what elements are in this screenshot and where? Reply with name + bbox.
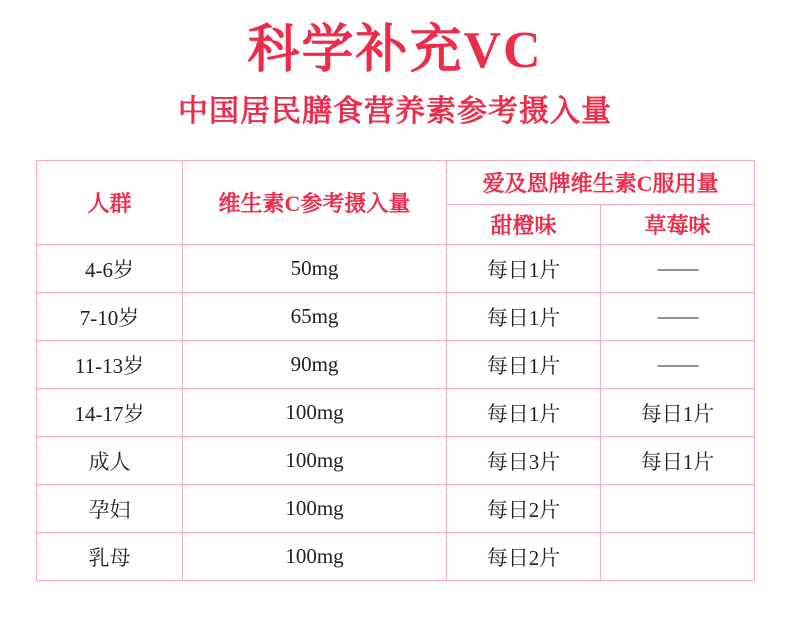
table-head: [37, 161, 755, 245]
header-intake: 维生素C参考摄入量: [183, 161, 447, 245]
cell-strawberry: 每日1片: [601, 437, 755, 485]
cell-group: 孕妇: [37, 485, 183, 533]
cell-group: 7-10岁: [37, 293, 183, 341]
cell-intake: 100mg: [183, 437, 447, 485]
intake-table: [36, 160, 755, 581]
cell-orange: 每日2片: [447, 533, 601, 581]
cell-group: 成人: [37, 437, 183, 485]
table-row: [37, 341, 755, 389]
cell-group: 乳母: [37, 533, 183, 581]
cell-intake: 50mg: [183, 245, 447, 293]
cell-orange: 每日1片: [447, 341, 601, 389]
table-row: [37, 245, 755, 293]
cell-intake: 100mg: [183, 533, 447, 581]
cell-intake: 90mg: [183, 341, 447, 389]
table-header-row-1: [37, 161, 755, 205]
table-row: [37, 437, 755, 485]
cell-intake: 65mg: [183, 293, 447, 341]
cell-strawberry: [601, 485, 755, 533]
cell-group: 14-17岁: [37, 389, 183, 437]
cell-intake: 100mg: [183, 485, 447, 533]
cell-orange: 每日1片: [447, 389, 601, 437]
header-flavor-orange: 甜橙味: [447, 205, 601, 245]
cell-strawberry: ——: [601, 245, 755, 293]
header-group: 人群: [37, 161, 183, 245]
cell-group: 11-13岁: [37, 341, 183, 389]
table-body: [37, 245, 755, 581]
header-brand-dosage: 爱及恩牌维生素C服用量: [447, 161, 755, 205]
cell-orange: 每日1片: [447, 293, 601, 341]
cell-orange: 每日3片: [447, 437, 601, 485]
cell-strawberry: 每日1片: [601, 389, 755, 437]
table-row: [37, 533, 755, 581]
table-row: [37, 293, 755, 341]
table-row: [37, 485, 755, 533]
table-row: [37, 389, 755, 437]
cell-intake: 100mg: [183, 389, 447, 437]
page-title: 科学补充VC: [247, 22, 543, 79]
cell-strawberry: [601, 533, 755, 581]
title-block: [0, 0, 790, 130]
cell-orange: 每日2片: [447, 485, 601, 533]
header-flavor-strawberry: 草莓味: [601, 205, 755, 245]
cell-group: 4-6岁: [37, 245, 183, 293]
cell-strawberry: ——: [601, 341, 755, 389]
cell-strawberry: ——: [601, 293, 755, 341]
cell-orange: 每日1片: [447, 245, 601, 293]
intake-table-wrapper: [36, 160, 754, 581]
page-subtitle: 中国居民膳食营养素参考摄入量: [178, 95, 612, 129]
